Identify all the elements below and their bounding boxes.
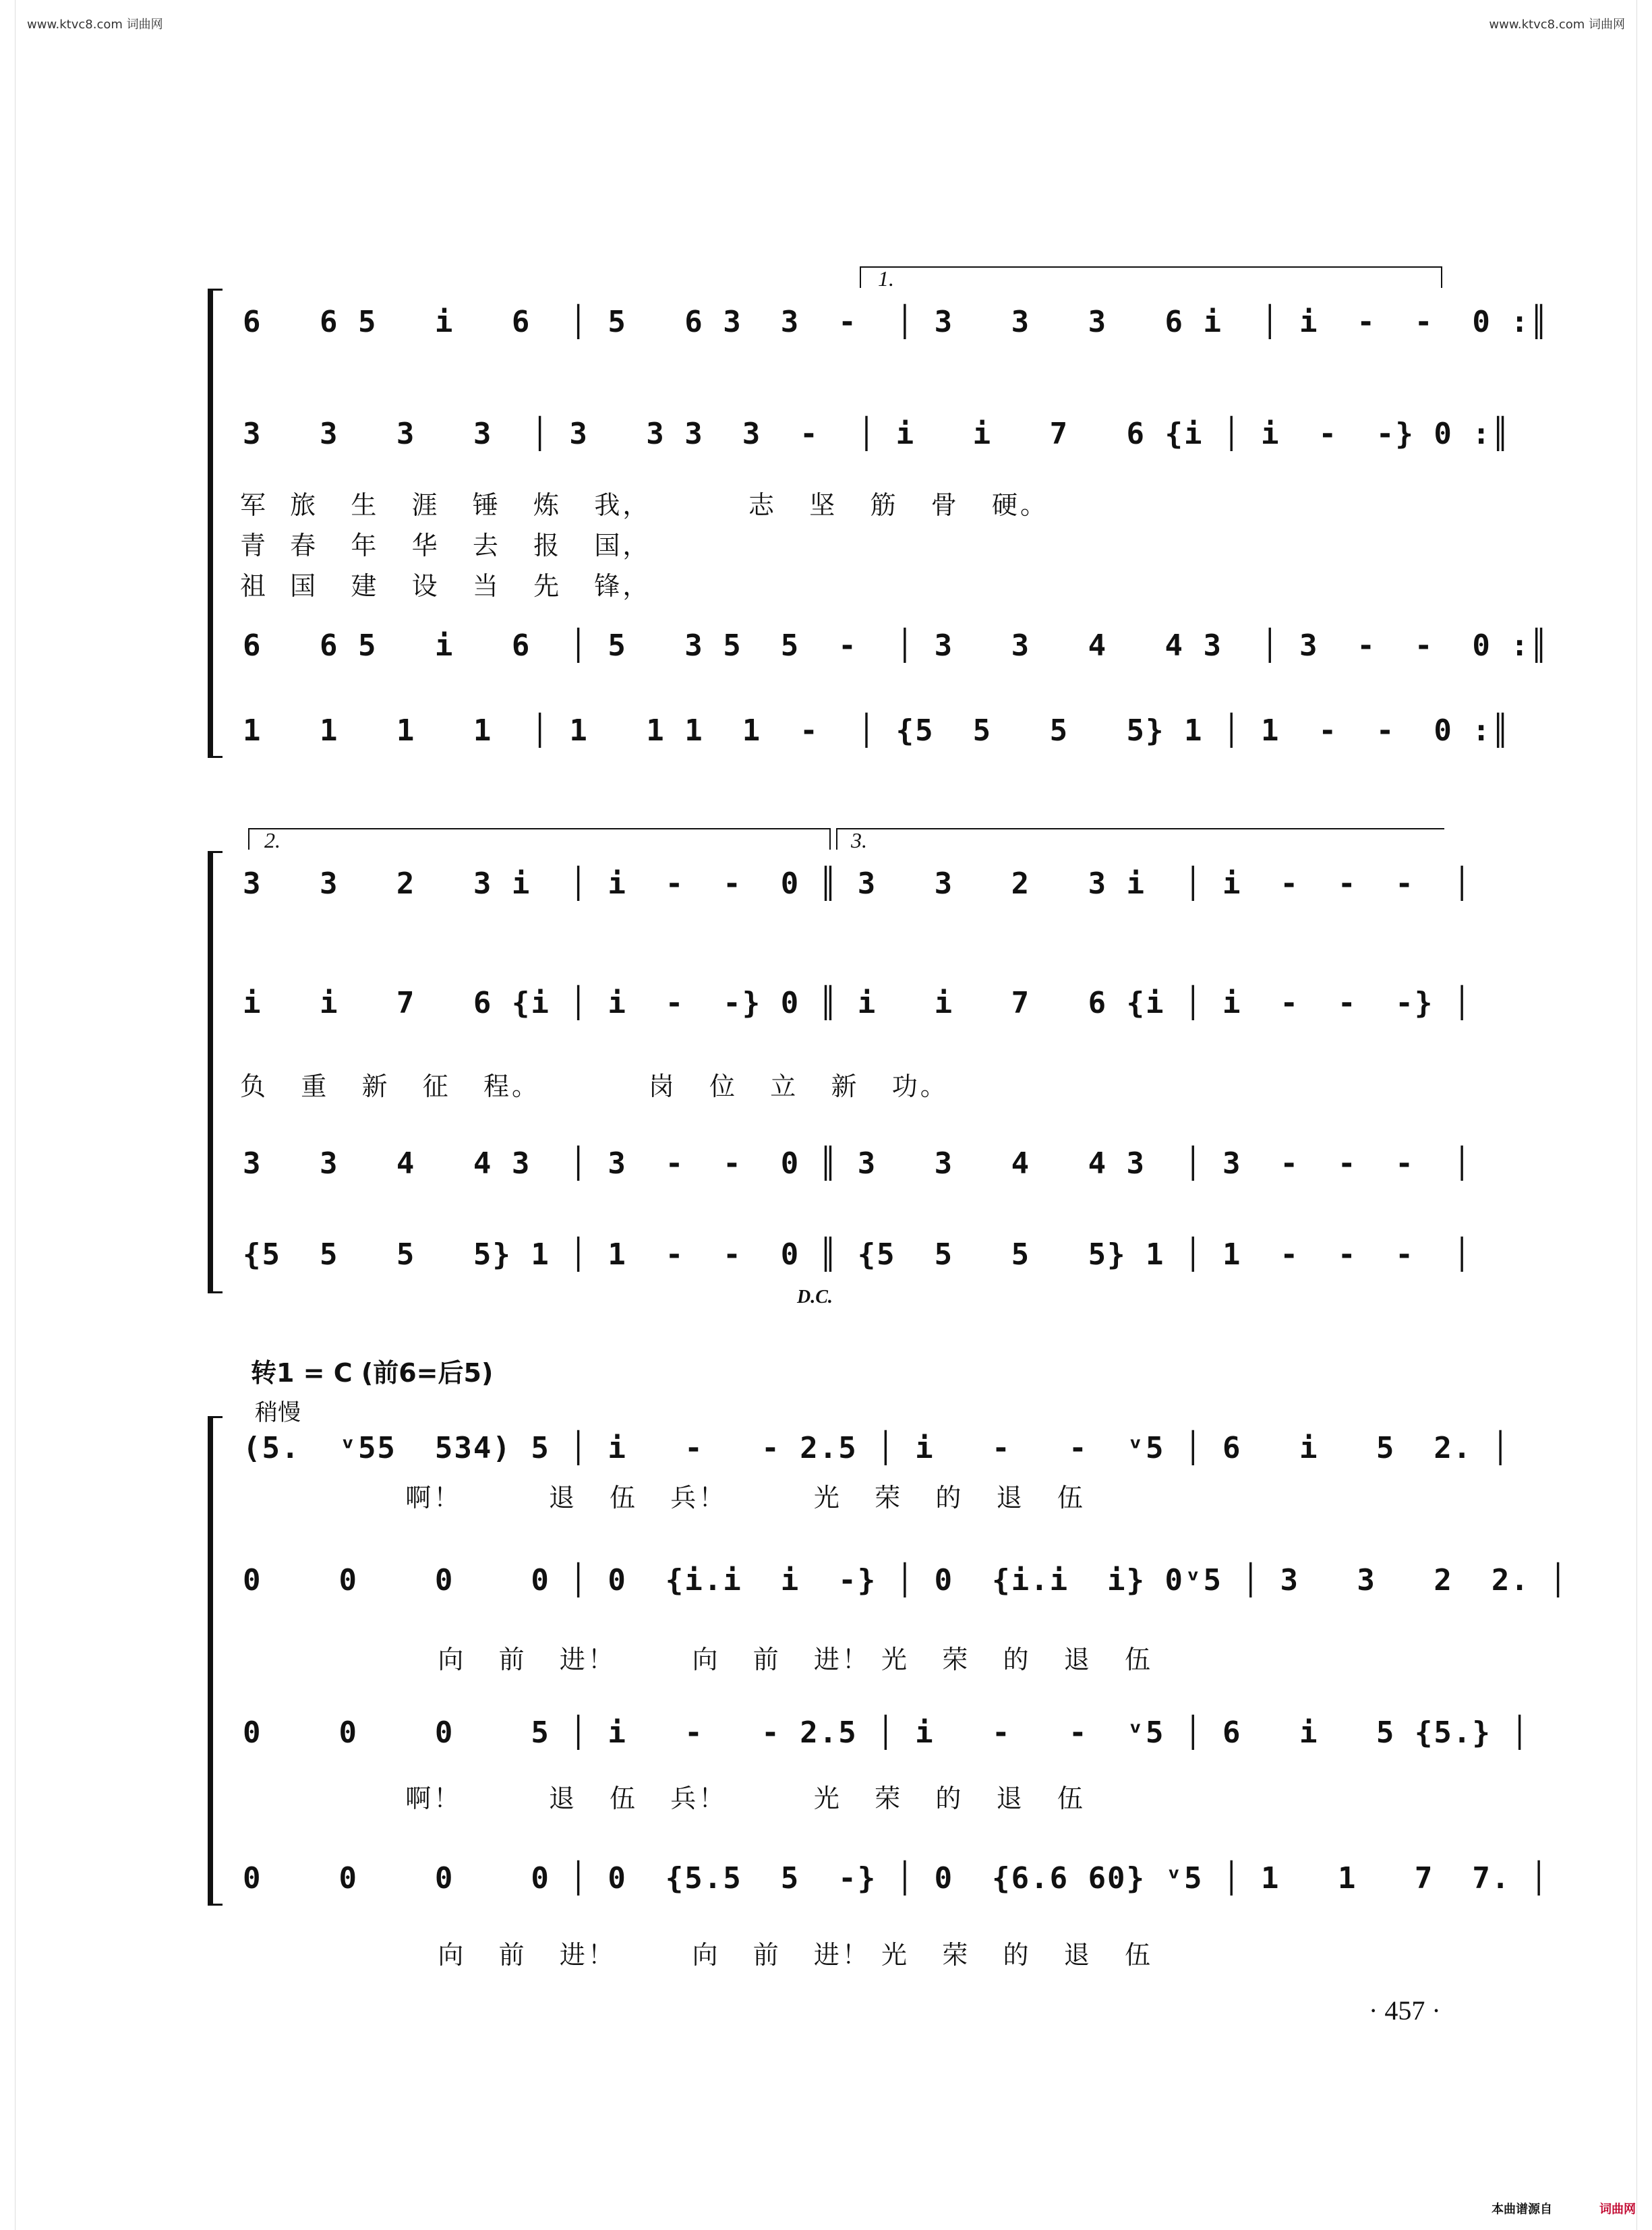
header-left: www.ktvc8.com 词曲网 <box>27 18 163 32</box>
right-margin-strip <box>1636 0 1652 2230</box>
ending-1-bracket <box>860 266 1442 288</box>
footer-source-label: 本曲谱源自 <box>1492 2202 1552 2217</box>
s1-tenor-row: 6 6 5 i 6 │ 5 3 5 5 - │ 3 3 4 4 3 │ 3 - - 0 :║ <box>243 628 1550 663</box>
s3-tenor-lyrics: 啊！ 退 伍 兵！ 光 荣 的 退 伍 <box>243 1784 1086 1813</box>
s3-soprano-row: (5. ᵛ55 534) 5 │ i - - 2.5 │ i - - ᵛ5 │ 6 i 5 2. │ <box>243 1431 1511 1465</box>
s1-lyric-line-2: 青 春 年 华 去 报 国， <box>240 531 651 560</box>
ending-2-bracket <box>248 828 831 850</box>
tempo-marking: 稍慢 <box>255 1399 301 1426</box>
s3-soprano-lyrics: 啊！ 退 伍 兵！ 光 荣 的 退 伍 <box>243 1483 1086 1513</box>
s2-tenor-row: 3 3 4 4 3 │ 3 - - 0 ║ 3 3 4 4 3 │ 3 - - - │ <box>243 1146 1473 1181</box>
s2-soprano-row: 3 3 2 3 i │ i - - 0 ║ 3 3 2 3 i │ i - - - │ <box>243 867 1473 901</box>
s3-tenor-row: 0 0 0 5 │ i - - 2.5 │ i - - ᵛ5 │ 6 i 5 {5.} │ <box>243 1715 1530 1750</box>
ending-1-label: 1. <box>878 266 894 291</box>
footer-site-label: 词曲网 <box>1599 2202 1636 2217</box>
left-margin-strip <box>0 0 16 2230</box>
key-change-label: 转1 = C (前6=后5) <box>251 1358 494 1388</box>
ending-3-bracket <box>836 828 1444 850</box>
s2-alto-row: i i 7 6 {i │ i - -} 0 ║ i i 7 6 {i │ i - - -} │ <box>243 986 1473 1020</box>
system3-bracket <box>208 1416 223 1906</box>
s2-bass-row: {5 5 5 5} 1 │ 1 - - 0 ║ {5 5 5 5} 1 │ 1 - - - │ <box>243 1237 1473 1272</box>
s3-alto-row: 0 0 0 0 │ 0 {i.i i -} │ 0 {i.i i} 0ᵛ5 │ 3 3 2 2. │ <box>243 1563 1568 1597</box>
s2-lyric-line: 负 重 新 征 程。 岗 位 立 新 功。 <box>240 1072 949 1101</box>
system1-bracket <box>208 289 223 758</box>
page-number: · 457 · <box>1369 1995 1441 2026</box>
s1-bass-row: 1 1 1 1 │ 1 1 1 1 - │ {5 5 5 5} 1 │ 1 - - 0 :║ <box>243 713 1511 748</box>
ending-2-label: 2. <box>264 828 281 852</box>
s1-lyric-line-3: 祖 国 建 设 当 先 锋， <box>240 571 651 601</box>
s3-bass-row: 0 0 0 0 │ 0 {5.5 5 -} │ 0 {6.6 60} ᵛ5 │ 1 1 7 7. │ <box>243 1861 1550 1896</box>
s3-bass-lyrics: 向 前 进！ 向 前 进！ 光 荣 的 退 伍 <box>243 1940 1153 1970</box>
s1-alto-row: 3 3 3 3 │ 3 3 3 3 - │ i i 7 6 {i │ i - -} 0 :║ <box>243 417 1511 451</box>
s3-alto-lyrics: 向 前 进！ 向 前 进！ 光 荣 的 退 伍 <box>243 1645 1153 1674</box>
s1-lyric-line-1: 军 旅 生 涯 锤 炼 我， 志 坚 筋 骨 硬。 <box>240 490 1049 520</box>
header-right: www.ktvc8.com 词曲网 <box>1489 18 1625 32</box>
ending-3-label: 3. <box>851 828 867 852</box>
system2-bracket <box>208 851 223 1293</box>
dc-marking: D.C. <box>797 1287 833 1308</box>
s1-soprano-row: 6 6 5 i 6 │ 5 6 3 3 - │ 3 3 3 6 i │ i - - 0 :║ <box>243 305 1550 339</box>
